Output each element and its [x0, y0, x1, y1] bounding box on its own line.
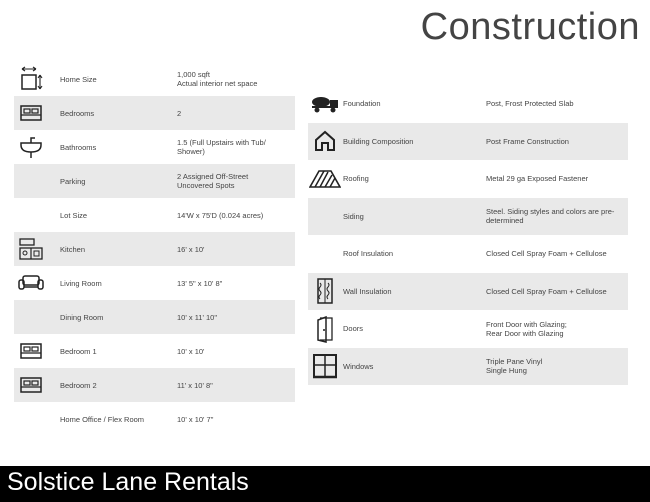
spec-value: Front Door with Glazing; Rear Door with Glazing — [486, 319, 567, 338]
home-row-parking — [14, 164, 295, 198]
construction-row-roofing — [308, 160, 628, 198]
home-row-bathrooms — [14, 130, 295, 164]
home-row-bedrooms — [14, 96, 295, 130]
home-row-home-office-flex-room — [14, 402, 295, 436]
spec-value: 11' x 10' 8" — [177, 380, 213, 390]
house-outline-icon — [308, 123, 342, 161]
spec-value: 1.5 (Full Upstairs with Tub/ Shower) — [177, 138, 266, 156]
home-specs-table — [14, 62, 295, 436]
home-row-kitchen — [14, 232, 295, 266]
spec-label: Kitchen — [60, 244, 86, 254]
spec-value: Closed Cell Spray Foam + Cellulose — [486, 249, 607, 259]
spec-value: 16' x 10' — [177, 244, 205, 254]
cement-truck-icon — [308, 85, 342, 123]
footer-bar — [0, 466, 650, 502]
spec-value: Triple Pane Vinyl Single Hung — [486, 357, 543, 376]
spec-label: Bedrooms — [60, 108, 95, 118]
spec-label: Home Size — [60, 74, 97, 84]
spec-value: Steel. Siding styles and colors are pre- determined — [486, 207, 615, 226]
spec-label: Roofing — [343, 174, 369, 184]
icon-slot — [14, 402, 48, 436]
construction-row-foundation — [308, 85, 628, 123]
icon-slot — [14, 164, 48, 198]
spec-value: Metal 29 ga Exposed Fastener — [486, 174, 589, 184]
spec-value: 10' x 10' 7" — [177, 414, 214, 424]
kitchen-icon — [14, 232, 48, 266]
spec-label: Parking — [60, 176, 86, 186]
construction-row-building-composition — [308, 123, 628, 161]
roof-icon — [308, 160, 342, 198]
window-icon — [308, 348, 342, 386]
construction-row-roof-insulation — [308, 235, 628, 273]
home-row-lot-size — [14, 198, 295, 232]
spec-label: Bathrooms — [60, 142, 97, 152]
door-icon — [308, 310, 342, 348]
page-title: Construction — [420, 6, 640, 48]
spec-value: 2 Assigned Off-Street Uncovered Spots — [177, 172, 249, 190]
spec-label: Building Composition — [343, 136, 414, 146]
bed-icon — [14, 368, 48, 402]
bed-icon — [14, 334, 48, 368]
spec-label: Wall Insulation — [343, 286, 392, 296]
spec-label: Lot Size — [60, 210, 88, 220]
construction-specs-table — [308, 85, 628, 385]
home-row-bedroom-1 — [14, 334, 295, 368]
icon-slot — [308, 235, 342, 273]
construction-row-doors — [308, 310, 628, 348]
spec-label: Foundation — [343, 99, 381, 109]
spec-label: Bedroom 2 — [60, 380, 97, 390]
construction-row-windows — [308, 348, 628, 386]
spec-label: Dining Room — [60, 312, 104, 322]
icon-slot — [14, 198, 48, 232]
construction-row-wall-insulation — [308, 273, 628, 311]
spec-label: Bedroom 1 — [60, 346, 97, 356]
spec-value: 10' x 11' 10" — [177, 312, 217, 322]
home-row-bedroom-2 — [14, 368, 295, 402]
size-arrows-icon — [14, 62, 48, 96]
spec-value: Closed Cell Spray Foam + Cellulose — [486, 286, 607, 296]
spec-label: Home Office / Flex Room — [60, 414, 145, 424]
home-row-living-room — [14, 266, 295, 300]
construction-row-siding — [308, 198, 628, 236]
icon-slot — [308, 198, 342, 236]
spec-label: Roof Insulation — [343, 249, 394, 259]
footer-brand: Solstice Lane Rentals — [7, 468, 249, 496]
sofa-icon — [14, 266, 48, 300]
icon-slot — [14, 300, 48, 334]
spec-label: Living Room — [60, 278, 102, 288]
spec-value: Post Frame Construction — [486, 136, 569, 146]
sink-icon — [14, 130, 48, 164]
home-row-dining-room — [14, 300, 295, 334]
spec-value: Post, Frost Protected Slab — [486, 99, 574, 109]
spec-label: Windows — [343, 361, 374, 371]
spec-value: 1,000 sqft Actual interior net space — [177, 70, 258, 88]
spec-value: 2 — [177, 108, 182, 118]
spec-value: 10' x 10' — [177, 346, 205, 356]
home-row-home-size — [14, 62, 295, 96]
wall-insulation-icon — [308, 273, 342, 311]
spec-value: 14'W x 75'D (0.024 acres) — [177, 210, 264, 220]
spec-label: Siding — [343, 211, 364, 221]
spec-label: Doors — [343, 324, 364, 334]
spec-value: 13' 5" x 10' 8" — [177, 278, 223, 288]
bed-icon — [14, 96, 48, 130]
